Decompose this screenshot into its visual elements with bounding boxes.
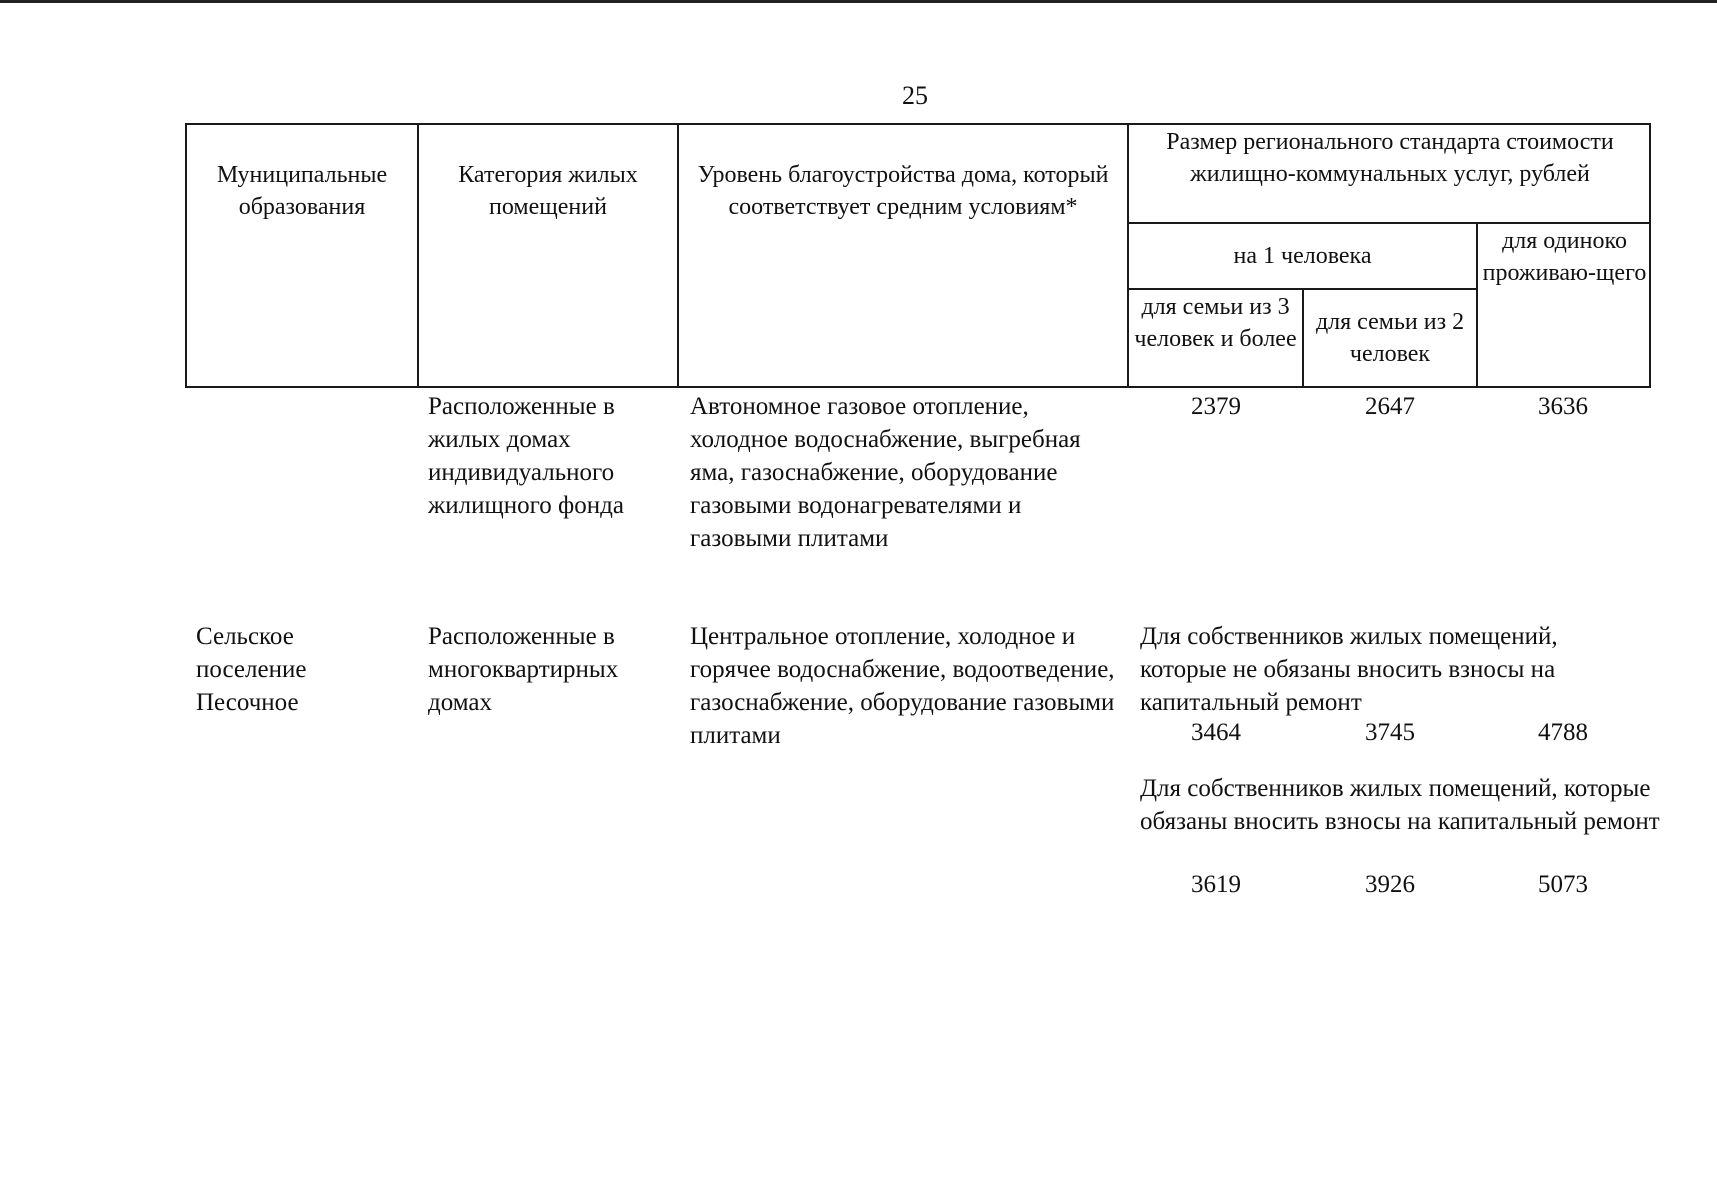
header-border-right: [1649, 123, 1651, 388]
row1-amenities: Автономное газовое отопление, холодное водоснабжение, выгребная яма, газоснабжение, оборудование газовыми водонагревателями и газовыми плитами: [690, 393, 1081, 552]
header-category: Категория жилых помещений: [458, 162, 638, 220]
row2-category: Расположенные в многоквартирных домах: [428, 623, 619, 716]
row2-group2-value-family3: 3619: [1191, 871, 1241, 898]
header-amenities: Уровень благоустройства дома, который соответствует средним условиям*: [697, 162, 1109, 220]
header-municipalities: Муниципальные образования: [216, 162, 388, 220]
header-per-person: на 1 человека: [1233, 243, 1372, 269]
header-family-3: для семьи из 3 человек и более: [1134, 294, 1297, 352]
row2-group1-value-single: 4788: [1538, 719, 1588, 746]
row2-group2-label: Для собственников жилых помещений, которые обязаны вносить взносы на капитальный ремонт: [1140, 775, 1660, 835]
row2-amenities: Центральное отопление, холодное и горячее водоснабжение, водоотведение, газоснабжение, оборудование газовыми плитами: [690, 623, 1115, 749]
top-scan-edge: [0, 0, 1717, 3]
page-number: 25: [902, 81, 928, 110]
header-divider-single: [1476, 222, 1478, 388]
header-divider-group: [1127, 222, 1651, 224]
row2-group1-value-family2: 3745: [1365, 719, 1415, 746]
row2-group1-value-family3: 3464: [1191, 719, 1241, 746]
row2-group2-value-family2: 3926: [1365, 871, 1415, 898]
row1-category: Расположенные в жилых домах индивидуального жилищного фонда: [428, 393, 624, 519]
header-divider-2: [677, 123, 679, 388]
table-header: [185, 123, 1651, 388]
row1-value-family3: 2379: [1191, 393, 1241, 420]
row1-value-family2: 2647: [1365, 393, 1415, 420]
row2-municipality: Сельское поселение Песочное: [196, 623, 307, 716]
row2-group1-label: Для собственников жилых помещений, которые не обязаны вносить взносы на капитальный ремонт: [1140, 623, 1558, 716]
header-single-resident: для одиноко проживаю-щего: [1482, 228, 1647, 286]
header-border-top: [185, 123, 1651, 125]
row1-value-single: 3636: [1538, 393, 1588, 420]
header-border-bottom: [185, 386, 1651, 388]
header-standard-size: Размер регионального стандарта стоимости жилищно-коммунальных услуг, рублей: [1166, 129, 1614, 187]
header-family-2: для семьи из 2 человек: [1315, 309, 1465, 367]
row2-group2-value-single: 5073: [1538, 871, 1588, 898]
